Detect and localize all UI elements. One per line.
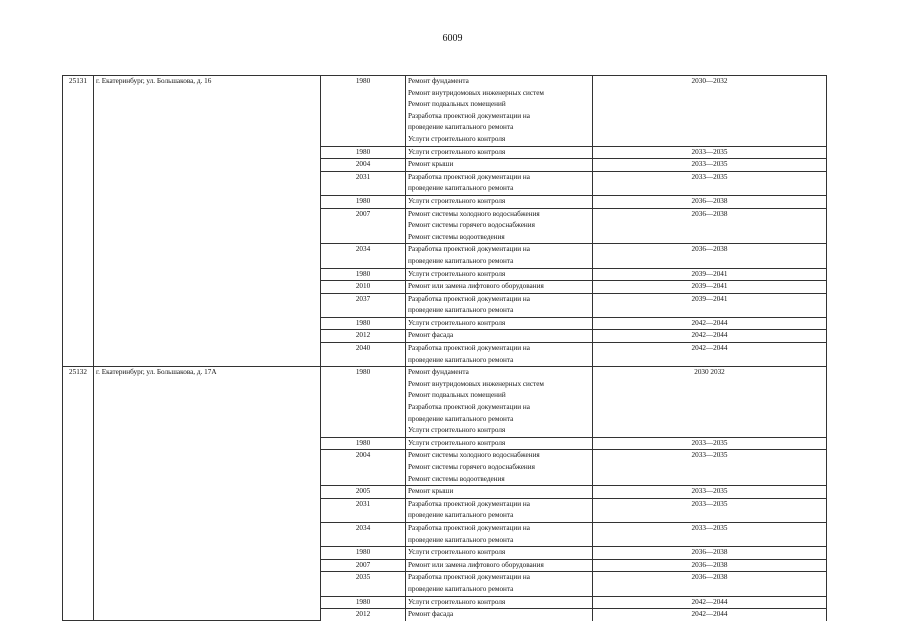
work-types bbox=[406, 437, 593, 450]
work-types bbox=[406, 559, 593, 572]
work-item: Разработка проектной документации на bbox=[408, 172, 530, 181]
repair-period: 2033—2035 bbox=[593, 159, 827, 172]
work-item: Ремонт системы горячего водоснабжения bbox=[408, 463, 535, 471]
work-types bbox=[406, 498, 593, 522]
repair-period: 2039—2041 bbox=[593, 268, 827, 281]
work-item: Разработка проектной документации на bbox=[408, 245, 530, 254]
work-item: Ремонт или замена лифтового оборудования bbox=[408, 560, 544, 569]
build-year: 1980 bbox=[321, 317, 406, 330]
work-item: Услуги строительного контроля bbox=[408, 548, 506, 557]
work-item: Услуги строительного контроля bbox=[408, 269, 506, 278]
repair-period: 2042—2044 bbox=[593, 609, 827, 621]
repair-period: 2039—2041 bbox=[593, 293, 827, 317]
work-item: Разработка проектной документации на bbox=[408, 344, 530, 353]
work-item: Услуги строительного контроля bbox=[408, 597, 506, 606]
work-item: проведение капитального ремонта bbox=[408, 511, 514, 520]
house-number: 25131 bbox=[63, 76, 94, 367]
work-types bbox=[406, 367, 593, 438]
work-item: проведение капитального ремонта bbox=[408, 414, 514, 423]
work-item: проведение капитального ремонта bbox=[408, 306, 514, 315]
work-types bbox=[406, 244, 593, 268]
work-item: Услуги строительного контроля bbox=[408, 196, 506, 205]
build-year: 2034 bbox=[321, 522, 406, 546]
work-types bbox=[406, 596, 593, 609]
work-item: Ремонт системы холодного водоснабжения bbox=[408, 209, 540, 218]
build-year: 1980 bbox=[321, 76, 406, 147]
work-types bbox=[406, 171, 593, 195]
table-row bbox=[63, 367, 827, 438]
work-types bbox=[406, 547, 593, 560]
build-year: 2031 bbox=[321, 171, 406, 195]
work-item: Услуги строительного контроля bbox=[408, 134, 506, 143]
work-item: проведение капитального ремонта bbox=[408, 184, 514, 193]
repair-period: 2036—2038 bbox=[593, 559, 827, 572]
work-item: Ремонт системы водоотведения bbox=[408, 232, 505, 241]
work-item: Ремонт или замена лифтового оборудования bbox=[408, 282, 544, 291]
work-types bbox=[406, 268, 593, 281]
house-address: г. Екатеринбург, ул. Большакова, д. 17А bbox=[94, 367, 321, 621]
repair-period: 2030 2032 bbox=[593, 367, 827, 438]
repair-period: 2036—2038 bbox=[593, 572, 827, 596]
repair-period: 2042—2044 bbox=[593, 343, 827, 367]
work-item: Разработка проектной документации на bbox=[408, 523, 530, 532]
work-item: Услуги строительного контроля bbox=[408, 318, 506, 327]
work-types bbox=[406, 293, 593, 317]
build-year: 2037 bbox=[321, 293, 406, 317]
build-year: 1980 bbox=[321, 437, 406, 450]
page-number: 6009 bbox=[442, 33, 463, 44]
work-item: Услуги строительного контроля bbox=[408, 147, 506, 156]
work-item: Услуги строительного контроля bbox=[408, 438, 506, 447]
build-year: 2004 bbox=[321, 450, 406, 486]
work-types bbox=[406, 609, 593, 621]
work-types bbox=[406, 450, 593, 486]
work-item: Ремонт подвальных помещений bbox=[408, 391, 506, 400]
repair-period: 2036—2038 bbox=[593, 547, 827, 560]
work-item: Ремонт фасада bbox=[408, 610, 454, 619]
work-item: Разработка проектной документации на bbox=[408, 499, 530, 508]
house-number: 25132 bbox=[63, 367, 94, 621]
work-types bbox=[406, 76, 593, 147]
work-item: Разработка проектной документации на bbox=[408, 403, 530, 412]
build-year: 1980 bbox=[321, 268, 406, 281]
work-types bbox=[406, 159, 593, 172]
build-year: 2035 bbox=[321, 572, 406, 596]
table-row bbox=[63, 76, 827, 147]
work-item: Разработка проектной документации на bbox=[408, 294, 530, 303]
work-types bbox=[406, 572, 593, 596]
work-item: Разработка проектной документации на bbox=[408, 573, 530, 582]
repair-period: 2033—2035 bbox=[593, 498, 827, 522]
work-item: Ремонт внутридомовых инженерных систем bbox=[408, 379, 544, 388]
work-types bbox=[406, 208, 593, 244]
work-item: Ремонт системы горячего водоснабжения bbox=[408, 221, 535, 230]
work-item: проведение капитального ремонта bbox=[408, 535, 514, 544]
work-item: Ремонт системы водоотведения bbox=[408, 474, 505, 483]
build-year: 2031 bbox=[321, 498, 406, 522]
repair-period: 2042—2044 bbox=[593, 330, 827, 343]
build-year: 2012 bbox=[321, 609, 406, 621]
work-item: проведение капитального ремонта bbox=[408, 123, 514, 132]
repair-period: 2033—2035 bbox=[593, 450, 827, 486]
work-types bbox=[406, 195, 593, 208]
build-year: 1980 bbox=[321, 596, 406, 609]
work-item: Ремонт системы холодного водоснабжения bbox=[408, 451, 540, 460]
build-year: 2012 bbox=[321, 330, 406, 343]
work-item: Ремонт крыши bbox=[408, 487, 454, 496]
work-item: Ремонт внутридомовых инженерных систем bbox=[408, 88, 544, 97]
repair-plan-table bbox=[62, 75, 827, 621]
repair-period: 2036—2038 bbox=[593, 244, 827, 268]
work-types bbox=[406, 146, 593, 159]
build-year: 1980 bbox=[321, 367, 406, 438]
work-item: Ремонт фундамента bbox=[408, 77, 469, 85]
build-year: 1980 bbox=[321, 146, 406, 159]
house-address: г. Екатеринбург, ул. Большакова, д. 16 bbox=[94, 76, 321, 367]
work-types bbox=[406, 486, 593, 499]
work-item: проведение капитального ремонта bbox=[408, 256, 514, 265]
repair-period: 2036—2038 bbox=[593, 195, 827, 208]
repair-period: 2033—2035 bbox=[593, 522, 827, 546]
work-types bbox=[406, 343, 593, 367]
build-year: 2034 bbox=[321, 244, 406, 268]
build-year: 2007 bbox=[321, 208, 406, 244]
repair-period: 2033—2035 bbox=[593, 486, 827, 499]
work-types bbox=[406, 330, 593, 343]
work-types bbox=[406, 522, 593, 546]
build-year: 2005 bbox=[321, 486, 406, 499]
build-year: 1980 bbox=[321, 547, 406, 560]
work-item: проведение капитального ремонта bbox=[408, 584, 514, 593]
work-types bbox=[406, 317, 593, 330]
build-year: 2010 bbox=[321, 281, 406, 294]
build-year: 1980 bbox=[321, 195, 406, 208]
work-item: Разработка проектной документации на bbox=[408, 111, 530, 120]
work-item: проведение капитального ремонта bbox=[408, 355, 514, 364]
repair-period: 2030—2032 bbox=[593, 76, 827, 147]
work-types bbox=[406, 281, 593, 294]
build-year: 2004 bbox=[321, 159, 406, 172]
work-item: Ремонт подвальных помещений bbox=[408, 100, 506, 109]
repair-period: 2033—2035 bbox=[593, 146, 827, 159]
work-item: Ремонт фундамента bbox=[408, 368, 469, 377]
repair-period: 2039—2041 bbox=[593, 281, 827, 294]
repair-period: 2033—2035 bbox=[593, 437, 827, 450]
repair-period: 2042—2044 bbox=[593, 317, 827, 330]
repair-period: 2042—2044 bbox=[593, 596, 827, 609]
work-item: Услуги строительного контроля bbox=[408, 426, 506, 435]
build-year: 2007 bbox=[321, 559, 406, 572]
build-year: 2040 bbox=[321, 343, 406, 367]
repair-period: 2036—2038 bbox=[593, 208, 827, 244]
repair-plan-body bbox=[63, 76, 827, 621]
repair-period: 2033—2035 bbox=[593, 171, 827, 195]
work-item: Ремонт крыши bbox=[408, 160, 454, 169]
work-item: Ремонт фасада bbox=[408, 331, 454, 340]
